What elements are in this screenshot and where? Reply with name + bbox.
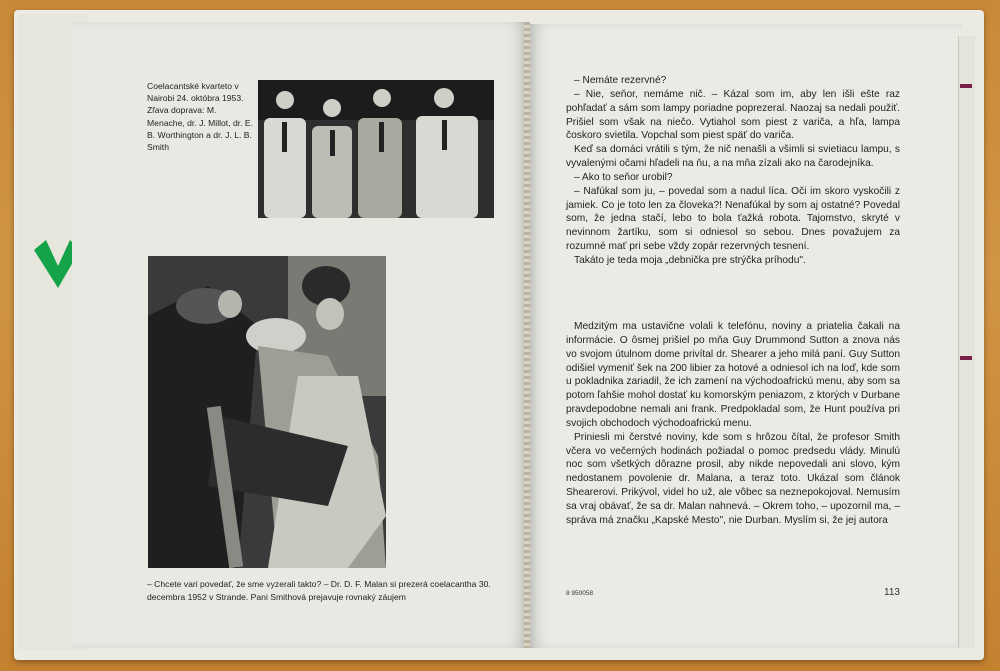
body-text-section-1 [566,74,900,268]
bottom-photo-caption: – Chcete vari povedať, že sme vyzerali takto? – Dr. D. F. Malan si prezerá coelacantha 30. decembra 1952 v Strande. Pani Smithová prejavuje rovnaký záujem [147,579,491,602]
body-text-section-2 [566,320,900,528]
paragraph: Medzitým ma ustavične volali k telefónu, noviny a priatelia čakali na informácie. O ôsmej prišiel po mňa Guy Drummond Sutton a znova nás vo svojom útulnom dome privítal dr. Shearer a jeho milá paní. Guy Sutton odišiel vymeniť šek na 200 libier za hotové a odniesol ich na loď, kde som u pokladnika zariadil, že ich zamení na východoafrickú menu, aby som sa potom ľahšie mohol dostať ku komorským peniazom, z ktorých v Durbane pravdepodobne nemali ani frank. Predpokladal som, že Hunt používa pri svojich obchodoch východoafrickú menu. [566,321,900,429]
paragraph: – Nafúkal som ju, – povedal som a nadul líca. Oči im skoro vyskočili z jamiek. Co je toto len za človeka?! Nenafúkal by som aj ostatné? Povedal som, že jedna stačí, lebo to bola ťažká robota. Tajomstvo, skryté v nevinnom žartíku, som si odniesol so sebou. Dnes považujem za rozumné mať pri sebe vždy zopár rezervných tesnení. [566,185,900,253]
page-number: 113 [884,587,900,598]
paragraph: Priniesli mi čerstvé noviny, kde som s hrôzou čítal, že profesor Smith včera vo večerných hodinách požiadal o pomoc predsedu vlády. Minulú noc som všetkých dôrazne prosil, aby nikde nepovedali ani slovo, kým nedostanem povolenie dr. Malana, a teraz toto. Ukázal som článok Shearerovi. Prikývol, videl ho už, ale vôbec sa neznepokojoval. Nemusím sa vraj obávať, že sa dr. Malan nahnevá. – Okrem toho, – upozornil ma, – správa má značku „Kapské Mesto", nie Durban. Myslím si, že jej autora [566,431,900,526]
printer-signature-mark: 8 950058 [566,590,594,597]
paragraph: Keď sa domáci vrátili s tým, že nič nenašli a všimli si svietiacu lampu, s vyvalenými očami hľadeli na ňu, a na mňa zízali ako na čarodejníka. [566,144,900,170]
paragraph: – Ako to seňor urobil? [574,171,673,183]
group-photo [258,80,494,218]
bookmark-tab [960,84,972,88]
top-photo-caption: Coelacantské kvarteto v Nairobi 24. októbra 1953. Zľava doprava: M. Menache, dr. J. Millot, dr. E. B. Worthington a dr. J. L. B. Smith [147,81,254,153]
book-spine [524,22,530,648]
paragraph: – Nemáte rezervné? [574,75,667,86]
examination-photo [148,256,386,568]
bookmark-tab [960,356,972,360]
paragraph: – Nie, seňor, nemáme nič. – Kázal som im, aby len išli ešte raz pohľadať a sám som lampy poriadne poprezeral. Naozaj sa nedali použiť. Prišiel som však na niečo. Vytiahol som piest z variča, a hľa, lampa čoskoro svietila. Vopchal som piest späť do variča. [566,88,900,142]
page-edges [958,36,975,648]
paragraph: Takáto je teda moja „debnička pre strýčka príhodu". [574,254,806,266]
